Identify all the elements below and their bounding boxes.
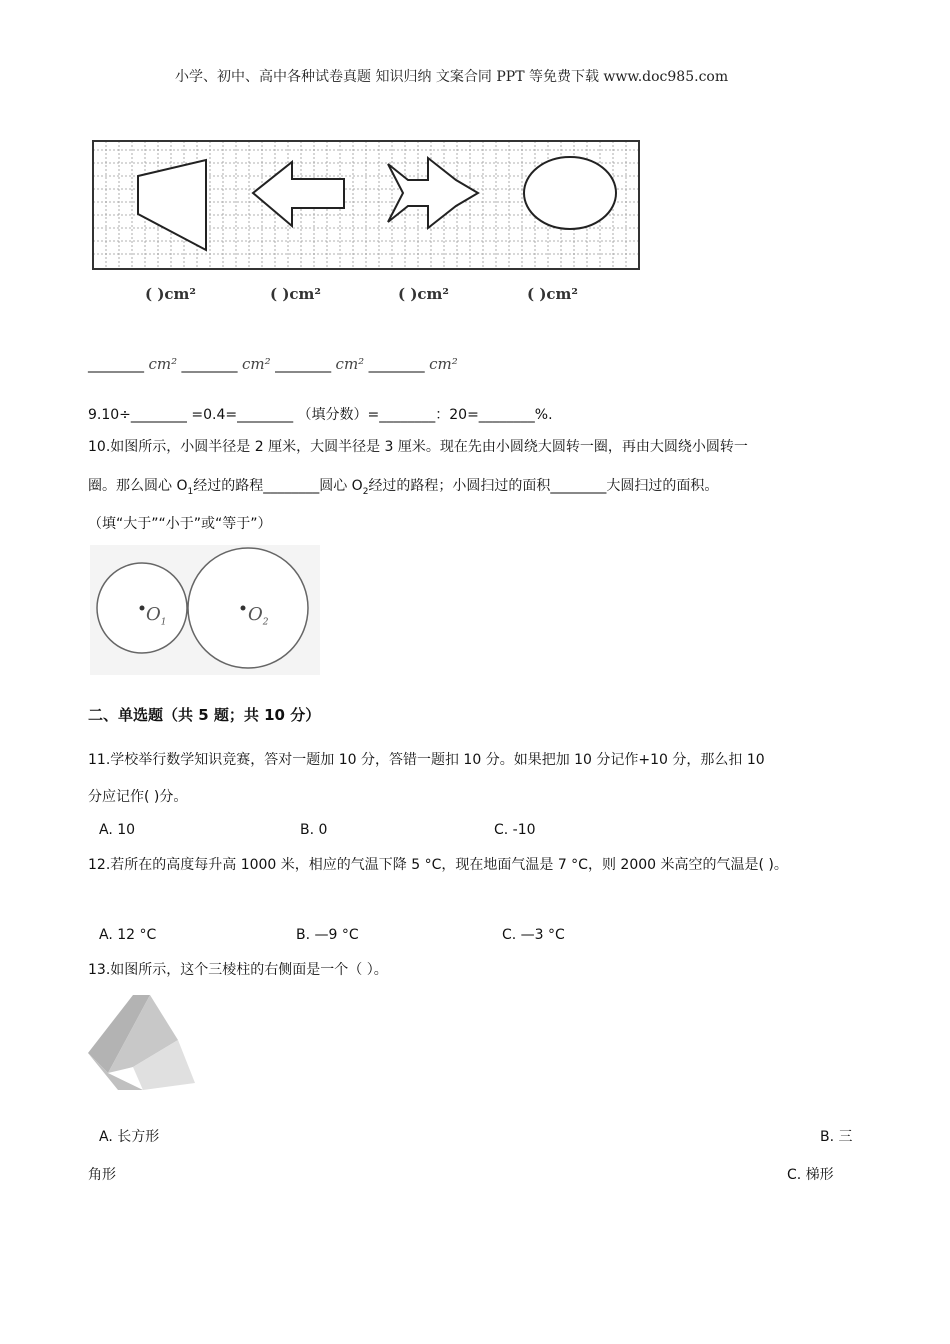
circles-figure [90,545,320,675]
answer-blank-4[interactable]: ________ [368,357,425,373]
q11-option-c[interactable]: C. -10 [494,822,536,838]
ellipse-shape [524,157,616,229]
section-title: 二、单选题（共 5 题；共 10 分） [88,706,321,724]
q12-option-a[interactable]: A. 12 °C [99,927,157,943]
prism-figure [88,995,200,1095]
trapezoid-shape [138,160,206,250]
circle-label-o2: $O_2$ [248,604,269,628]
center-dot-o1 [140,606,145,611]
answer-unit-2: cm² [242,355,271,373]
arrow-shape [253,162,344,226]
figure-label-2: ( )cm² [270,285,321,303]
answer-unit-4: cm² [429,355,458,373]
q13-option-c[interactable]: C. 梯形 [787,1167,834,1183]
q13-option-a[interactable]: A. 长方形 [99,1129,160,1145]
question-11-line-2: 分应记作( )分。 [88,789,188,805]
page-header: 小学、初中、高中各种试卷真题 知识归纳 文案合同 PPT 等免费下载 www.doc985.com [175,69,729,85]
figure-label-1: ( )cm² [145,285,196,303]
q12-option-c[interactable]: C. —3 °C [502,927,565,943]
answer-unit-3: cm² [335,355,365,373]
answer-blank-2[interactable]: ________ [181,357,238,373]
center-dot-o2 [241,606,246,611]
question-10-line-1: 10.如图所示，小圆半径是 2 厘米，大圆半径是 3 厘米。现在先由小圆绕大圆转一圈，再由大圆绕小圆转一 [88,439,748,455]
question-9: 9.10÷________ =0.4=________ （填分数）=________：20=________%. [88,407,553,423]
figure-label-4: ( )cm² [527,285,578,303]
question-10-line-3: （填“大于”“小于”或“等于”） [88,516,272,532]
q12-option-b[interactable]: B. —9 °C [296,927,359,943]
question-13: 13.如图所示，这个三棱柱的右侧面是一个（ ）。 [88,962,388,978]
question-12: 12.若所在的高度每升高 1000 米，相应的气温下降 5 °C，现在地面气温是 7 °C，则 2000 米高空的气温是( )。 [88,857,788,873]
question-11-line-1: 11.学校举行数学知识竞赛，答对一题加 10 分，答错一题扣 10 分。如果把加 10 分记作+10 分，那么扣 10 [88,752,765,768]
q13-option-b-continued[interactable]: 角形 [88,1167,116,1183]
answer-blanks-row [88,354,458,375]
question-10-line-2: 圈。那么圆心 $O_1$经过的路程________圆心 $O_2$经过的路程；小圆扫过的面积________大圆扫过的面积。 [88,478,719,497]
answer-blank-3[interactable]: ________ [275,357,332,373]
answer-unit-1: cm² [148,355,178,373]
figure-label-3: ( )cm² [398,285,449,303]
arrow-cross-shape [388,158,478,228]
q13-option-b[interactable]: B. 三 [820,1129,853,1145]
q11-option-b[interactable]: B. 0 [300,822,328,838]
circle-label-o1: $O_1$ [146,604,167,628]
q11-option-a[interactable]: A. 10 [99,822,136,838]
answer-blank-1[interactable]: ________ [88,357,144,373]
grid-figure [88,136,648,276]
